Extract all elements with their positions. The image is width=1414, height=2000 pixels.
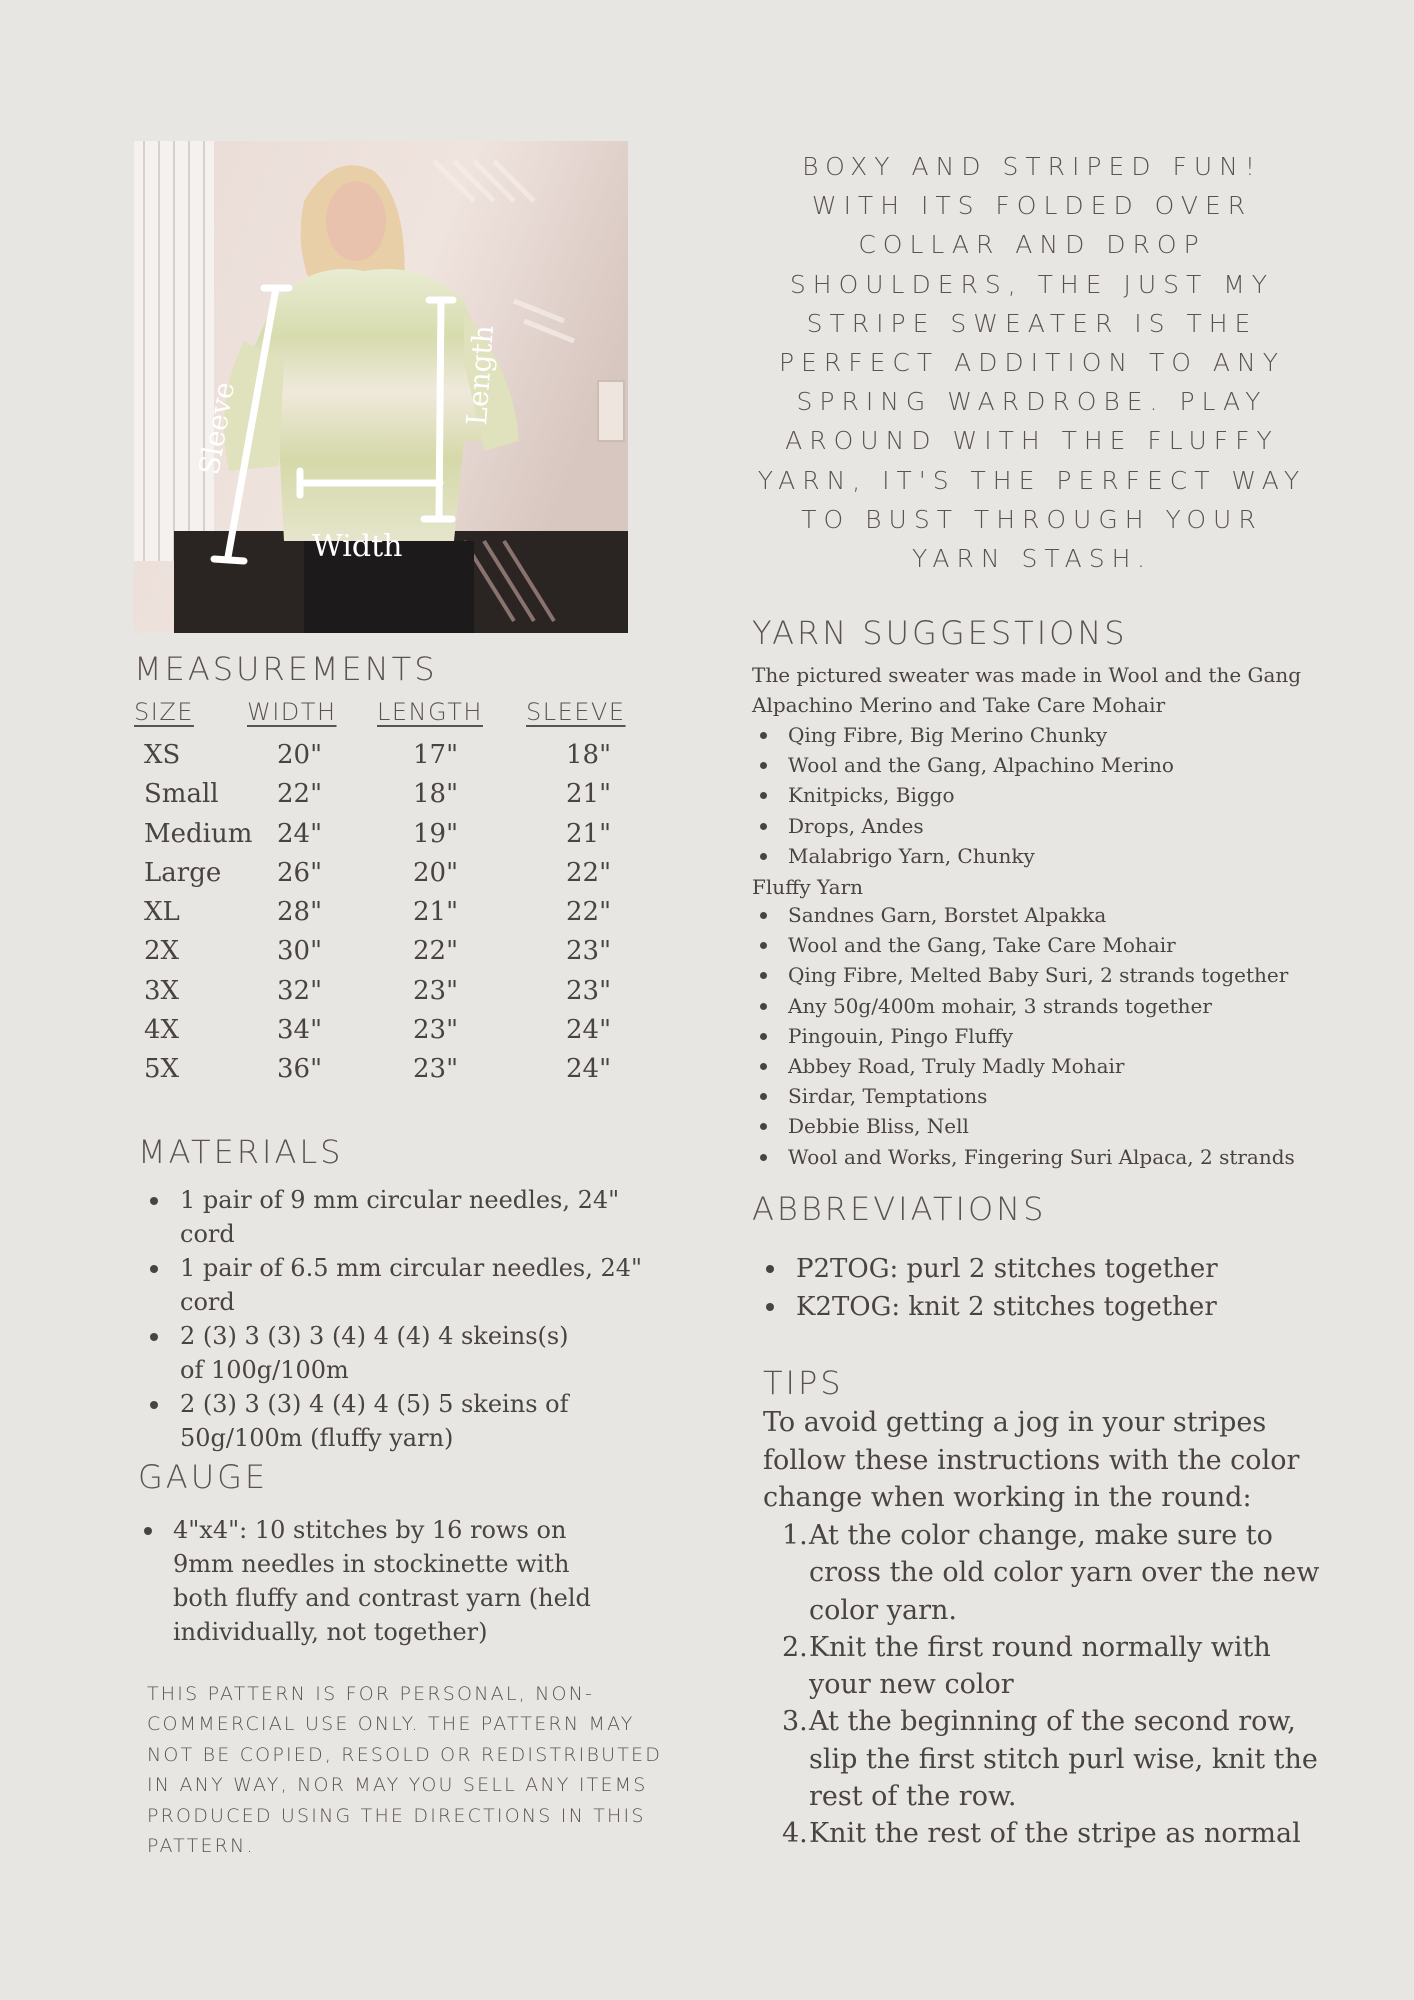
- width-cell: 22": [277, 779, 323, 810]
- step-number: 2.: [782, 1631, 808, 1663]
- step-text: Knit the rest of the stripe as normal: [809, 1818, 1301, 1850]
- length-cell: 20": [413, 857, 459, 888]
- list-item: Qing Fibre, Melted Baby Suri, 2 strands together: [752, 960, 1352, 990]
- step-text: At the color change, make sure to cross the old color yarn over the new color yarn.: [809, 1520, 1320, 1626]
- tips-heading: TIPS: [763, 1364, 844, 1402]
- sleeve-cell: 22": [566, 857, 612, 888]
- list-item: [782, 1517, 1322, 1629]
- table-row: [134, 1054, 654, 1093]
- list-item: Malabrigo Yarn, Chunky: [752, 841, 1352, 871]
- list-item: 1 pair of 9 mm circular needles, 24" cord: [148, 1183, 668, 1251]
- col-length: LENGTH: [377, 698, 483, 726]
- length-cell: 21": [413, 897, 459, 928]
- list-item: 4"x4": 10 stitches by 16 rows on 9mm needles in stockinette with both fluffy and contrast yarn (held individually, not together): [140, 1513, 660, 1649]
- copyright-disclaimer: THIS PATTERN IS FOR PERSONAL, NON-COMMERCIAL USE ONLY. THE PATTERN MAY NOT BE COPIED, RESOLD OR REDISTRIBUTED IN ANY WAY, NOR MAY YOU SELL ANY ITEMS PRODUCED USING THE DIRECTIONS IN THIS PATTERN.: [147, 1683, 663, 1858]
- step-number: 1.: [782, 1520, 808, 1551]
- width-cell: 36": [277, 1054, 323, 1085]
- size-cell: Small: [144, 779, 219, 810]
- sleeve-cell: 24": [566, 1015, 612, 1046]
- yarn-list-main: [752, 720, 1352, 871]
- width-cell: 28": [277, 897, 323, 928]
- sweater-photo: [134, 141, 628, 633]
- width-label: Width: [312, 529, 403, 564]
- abbreviations-list: [764, 1250, 1324, 1326]
- length-cell: 19": [413, 818, 459, 849]
- size-cell: 3X: [144, 975, 180, 1006]
- table-row: [134, 819, 654, 858]
- table-row: [134, 897, 654, 936]
- list-item: Wool and the Gang, Take Care Mohair: [752, 930, 1352, 960]
- measurements-heading: MEASUREMENTS: [134, 650, 438, 688]
- length-cell: 23": [413, 1054, 459, 1085]
- list-item: Abbey Road, Truly Madly Mohair: [752, 1051, 1352, 1081]
- sleeve-cell: 23": [566, 936, 612, 967]
- yarn-heading: YARN SUGGESTIONS: [752, 614, 1128, 652]
- sleeve-cell: 18": [566, 740, 612, 770]
- sleeve-cell: 21": [566, 818, 612, 849]
- width-cell: 26": [277, 857, 323, 888]
- list-item: [782, 1815, 1322, 1852]
- size-cell: XL: [144, 897, 180, 928]
- width-cell: 20": [277, 740, 323, 770]
- list-item: K2TOG: knit 2 stitches together: [764, 1288, 1324, 1326]
- materials-list: [148, 1183, 668, 1455]
- sleeve-cell: 21": [566, 779, 612, 810]
- list-item: Wool and Works, Fingering Suri Alpaca, 2 strands: [752, 1142, 1352, 1172]
- length-cell: 18": [413, 779, 459, 810]
- yarn-intro: The pictured sweater was made in Wool and the Gang Alpachino Merino and Take Care Mohair: [752, 663, 1302, 717]
- size-cell: 2X: [144, 936, 180, 967]
- list-item: 2 (3) 3 (3) 3 (4) 4 (4) 4 skeins(s) of 100g/100m: [148, 1319, 668, 1387]
- list-item: Qing Fibre, Big Merino Chunky: [752, 720, 1352, 750]
- length-cell: 17": [413, 740, 459, 770]
- gauge-list: [140, 1513, 660, 1649]
- list-item: [782, 1703, 1322, 1815]
- tips-intro: To avoid getting a jog in your stripes follow these instructions with the color change when working in the round:: [763, 1407, 1300, 1513]
- measurements-header-row: [134, 698, 634, 730]
- list-item: Pingouin, Pingo Fluffy: [752, 1021, 1352, 1051]
- list-item: Knitpicks, Biggo: [752, 780, 1352, 810]
- list-item: P2TOG: purl 2 stitches together: [764, 1250, 1324, 1288]
- list-item: 1 pair of 6.5 mm circular needles, 24" cord: [148, 1251, 668, 1319]
- yarn-list-fluffy: [752, 900, 1352, 1172]
- col-size: SIZE: [134, 698, 194, 726]
- col-sleeve: SLEEVE: [526, 698, 626, 726]
- size-cell: Large: [144, 857, 222, 888]
- fluffy-yarn-label: Fluffy Yarn: [752, 875, 864, 899]
- sleeve-cell: 23": [566, 975, 612, 1006]
- list-item: Any 50g/400m mohair, 3 strands together: [752, 991, 1352, 1021]
- abbreviations-heading: ABBREVIATIONS: [752, 1190, 1047, 1228]
- table-row: [134, 1015, 654, 1054]
- step-number: 3.: [782, 1706, 808, 1738]
- length-cell: 23": [413, 975, 459, 1006]
- table-row: [134, 858, 654, 897]
- table-row: [134, 936, 654, 975]
- step-text: Knit the first round normally with your new color: [809, 1631, 1271, 1701]
- measurements-table: [134, 740, 654, 1094]
- pattern-intro: BOXY AND STRIPED FUN! WITH ITS FOLDED OVER COLLAR AND DROP SHOULDERS, THE JUST MY STRIPE SWEATER IS THE PERFECT ADDITION TO ANY SPRING WARDROBE. PLAY AROUND WITH THE FLUFFY YARN, IT'S THE PERFECT WAY TO BUST THROUGH YOUR YARN STASH.: [757, 152, 1307, 574]
- table-row: [134, 740, 654, 779]
- width-cell: 30": [277, 936, 323, 967]
- length-cell: 22": [413, 936, 459, 967]
- sleeve-cell: 24": [566, 1054, 612, 1085]
- width-cell: 34": [277, 1015, 323, 1046]
- step-number: 4.: [782, 1818, 808, 1850]
- list-item: [782, 1629, 1322, 1704]
- table-row: [134, 779, 654, 818]
- list-item: Sirdar, Temptations: [752, 1081, 1352, 1111]
- list-item: Drops, Andes: [752, 811, 1352, 841]
- step-text: At the beginning of the second row, slip the first stitch purl wise, knit the rest of the row.: [809, 1706, 1318, 1813]
- col-width: WIDTH: [247, 698, 337, 726]
- list-item: Sandnes Garn, Borstet Alpakka: [752, 900, 1352, 930]
- width-cell: 32": [277, 975, 323, 1006]
- list-item: Debbie Bliss, Nell: [752, 1111, 1352, 1141]
- list-item: 2 (3) 3 (3) 4 (4) 4 (5) 5 skeins of 50g/100m (fluffy yarn): [148, 1387, 668, 1455]
- gauge-heading: GAUGE: [138, 1458, 269, 1496]
- size-cell: XS: [144, 740, 181, 770]
- sleeve-cell: 22": [566, 897, 612, 928]
- list-item: Wool and the Gang, Alpachino Merino: [752, 750, 1352, 780]
- photo-illustration: [134, 141, 628, 633]
- size-cell: 4X: [144, 1015, 180, 1046]
- length-cell: 23": [413, 1015, 459, 1046]
- length-label: Length: [460, 324, 500, 427]
- width-cell: 24": [277, 818, 323, 849]
- size-cell: Medium: [144, 818, 253, 849]
- materials-heading: MATERIALS: [138, 1133, 344, 1171]
- table-row: [134, 976, 654, 1015]
- size-cell: 5X: [144, 1054, 180, 1085]
- tips-list: [782, 1517, 1322, 1853]
- sleeve-label: Sleeve: [192, 379, 242, 478]
